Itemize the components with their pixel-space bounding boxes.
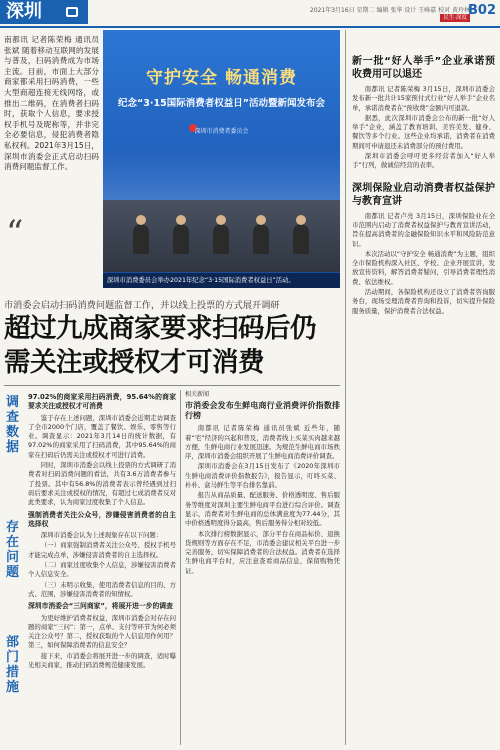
page-number: B02 (468, 3, 496, 18)
photo-caption: 深圳市消费委员会举办2021年纪念“3·15国际消费者权益日”活动。 (103, 273, 340, 288)
related-paragraph: 深圳市消委会在3月15日发布了《2020年深圳市生鲜电商消费评价指数报告》，报告显示，叮咚买菜、朴朴、盒马鲜生等平台排名靠前。 (185, 462, 340, 490)
header-meta: 2021年3月16日 星期二 编辑 张华 设计 王峰嘉 校对 黄玲林 (309, 7, 470, 14)
right-column (352, 55, 495, 745)
stat-measures: 深圳市消委会“三问商家”，将展开进一步的调查 (28, 602, 173, 611)
problems-paragraph: （二）商家过度收集个人信息，涉嫌侵害消费者个人信息安全。 (28, 561, 176, 579)
header-badge: 民生·深度 (440, 14, 470, 22)
related-kicker: 相关新闻 (185, 391, 210, 398)
right-article1-paragraph: 据悉，此次深圳市消委会公布的新一批“好人举手”企业，涵盖了教育培训、美容美发、健身、餐饮等多个行业。这些企业均承诺，消费者在消费期间可申请退还未消费部分的预付费用。 (352, 113, 495, 150)
speaker-figure (133, 224, 149, 254)
problems-intro: 深圳市消委会认为上述现象存在以下问题： (40, 531, 163, 540)
label-problems: 存在问题 (6, 520, 20, 580)
quote-open-icon: “ (6, 213, 24, 253)
right-article2-paragraph: 本次活动以“守护安全 畅通消费”为主题，组织全市保险机构深入社区、学校、企业开展宣讲，发放宣传资料，解答消费者疑问，引导消费者理性消费、依法维权。 (352, 249, 495, 286)
banner-title: 纪念“3·15国际消费者权益日”活动暨新闻发布会 (118, 98, 325, 109)
stat-problems: 强制消费者关注公众号，涉嫌侵害消费者的自主选择权 (28, 510, 176, 528)
problems-paragraph: （三）未明示收集、使用消费者信息的目的、方式、范围，涉嫌侵害消费者的知情权。 (28, 580, 176, 598)
column-divider (180, 390, 181, 745)
related-paragraph: 报告从商品质量、配送服务、价格透明度、售后服务等维度对深圳主要生鲜电商平台进行综合评价。调查显示，消费者对生鲜电商的总体满意度为77.44分，其中价格透明度得分最高，售后服务得分相对较低。 (185, 491, 340, 528)
section-title: 深圳 (6, 1, 42, 22)
right-article2-title: 深圳保险业启动消费者权益保护与教育宣讲 (352, 182, 495, 207)
article-kicker: 市消委会启动扫码消费问题监督工作，并以线上投票的方式展开调研 (4, 300, 280, 311)
stat-survey: 97.02%的商家采用扫码消费，95.64%的商家要求关注或授权才可消费 (28, 393, 176, 411)
lead-paragraph: 南都讯 记者陈荣梅 通讯员张斌 随着移动互联网的发展与普及，扫码消费成为市场主流。目前，市面上大部分商家都采用扫码消费，一些大型商超连接无线网络，或推出二维码，在消费者扫码时，获取个人信息，要求授权手机号及昵称等，并非完全必要信息，侵犯消费者隐私权利。2021年3月15日，深圳市消委会正式启动扫码消费问题监督工作。 (4, 35, 99, 172)
measures-paragraph: 接下来，市消委会将展开进一步的调查，适时曝光相关商家，推动扫码消费规范健康发展。 (28, 651, 176, 670)
label-measures: 部门措施 (6, 635, 20, 695)
right-article1-paragraph: 南都讯 记者陈荣梅 3月15日，深圳市消委会发布新一批共计15家预付式行业“好人举手”企业名单，承诺消费者在“预收费”金额内可退款。 (352, 85, 495, 112)
problems-paragraph: （一）商家强制消费者关注公众号、授权手机号才能完成点单，涉嫌侵害消费者的自主选择权。 (28, 541, 176, 559)
main-article-body (28, 390, 176, 745)
survey-paragraph: 同时，深圳市消委会以线上投票的方式调研了消费者对扫码消费问题的看法，共有3.6万消费者参与了投票。其中有56.8%的消费者表示曾经遇到过扫码后要求关注或授权的情况，有超过七成消费者反对此类要求，认为商家过度收集了个人信息。 (28, 461, 176, 507)
speaker-figure (213, 224, 229, 254)
headline-divider (4, 385, 340, 386)
measures-paragraph: 为更好维护消费者权益，深圳市消委会对存在问题的商家“三问”：第一，点单、支付等环节为何必须关注公众号？第二，授权获取的个人信息用作何用？第三，如何保障消费者的信息安全？ (28, 613, 176, 650)
related-title: 市消委会发布生鲜电商行业消费评价指数排行榜 (185, 401, 340, 421)
survey-paragraph: 鉴于存在上述问题，深圳市消委会近期走访调查了全市2000个门店，覆盖了餐饮、娱乐、零售等行业。调查显示：2021年3月14日的统计数据，有97.02%的商家采用了扫码消费，其中95.64%的商家在扫码后仍需关注或授权才可进行消费。 (28, 413, 176, 459)
right-article1-paragraph: 深圳市消委会呼吁更多经营者加入“好人举手”行列，做诚信经营的表率。 (352, 152, 495, 170)
related-paragraph: 本次排行榜数据显示，部分平台在商品标价、退换货规则等方面存在不足，市消委会建议相关平台进一步完善服务，切实保障消费者的合法权益。消费者在选择生鲜电商平台时，应注意查看商品信息，保留购物凭证。 (185, 529, 340, 575)
right-article2-paragraph: 南都讯 记者卢亮 3月15日，深圳保险业在全市范围内启动了消费者权益保护与教育宣讲活动，旨在提高消费者的金融保险知识水平和风险防范意识。 (352, 211, 495, 248)
related-news (185, 390, 340, 745)
masthead-box-icon (66, 7, 78, 17)
banner-org: 深圳市消费者委员会 (194, 128, 249, 135)
banner-kicker: 守护安全 畅通消费 (146, 68, 297, 88)
right-article1-title: 新一批“好人举手”企业承诺预收费用可以退还 (352, 56, 495, 80)
speaker-figure (253, 224, 269, 254)
speaker-figure (293, 224, 309, 254)
related-paragraph: 南都讯 记者陈荣梅 通讯员张斌 近些年，随着“宅”经济的兴起和普及，消费者线上买菜买肉越来越方便，生鲜电商行业发展迅速。为规范生鲜电商市场秩序，深圳市消委会组织开展了生鲜电商消费评价调查。 (185, 424, 340, 461)
label-survey: 调查数据 (6, 395, 20, 455)
right-article2-paragraph: 活动期间，各保险机构还设立了消费者咨询服务台，现场受理消费者咨询和投诉，切实提升保险服务质量，保护消费者合法权益。 (352, 288, 495, 315)
section-masthead (0, 0, 88, 24)
article-headline: 超过九成商家要求扫码后仍需关注或授权才可消费 (4, 313, 316, 378)
speaker-figure (173, 224, 189, 254)
column-divider (345, 30, 346, 745)
event-photo (103, 30, 340, 288)
